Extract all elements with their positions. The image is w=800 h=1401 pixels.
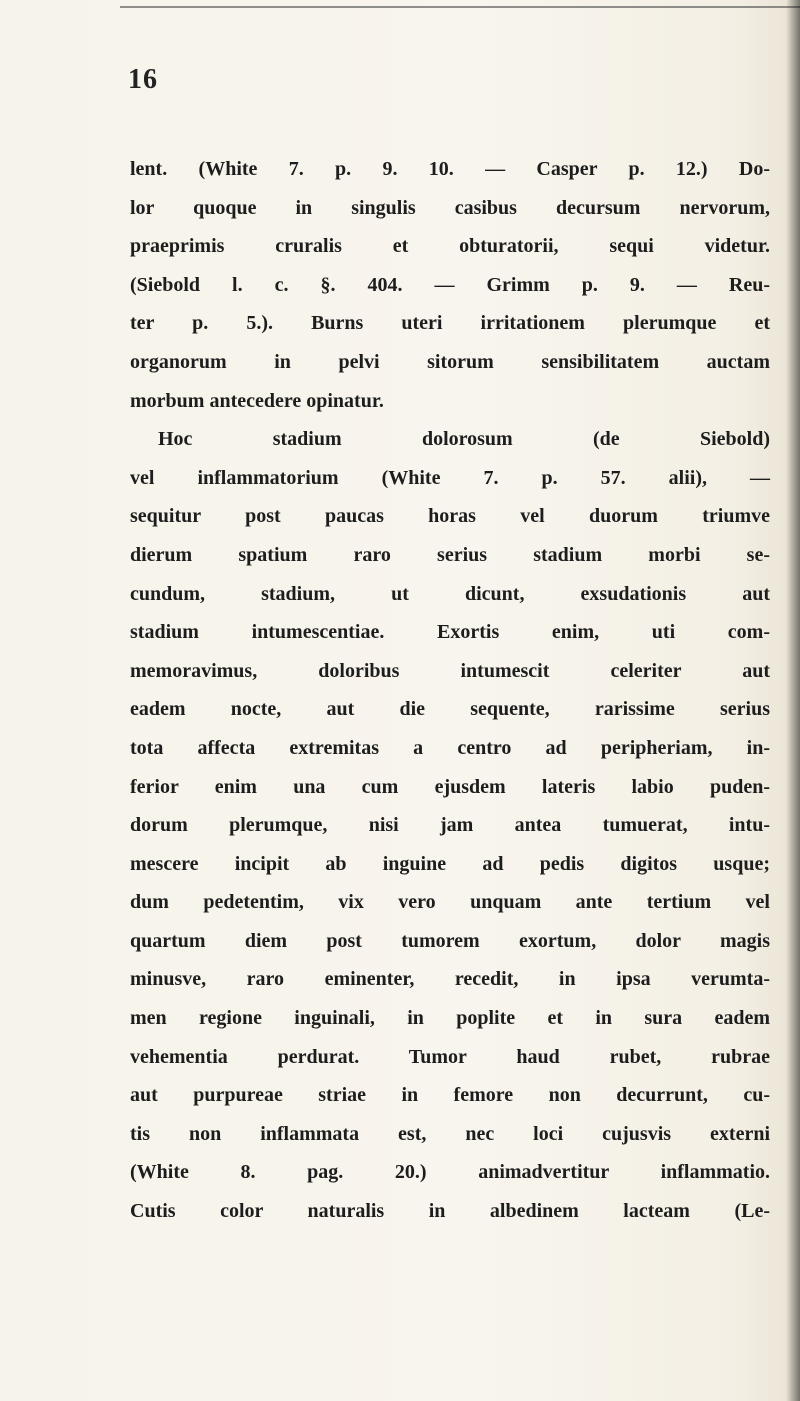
text-line: (White 8. pag. 20.) animadvertitur inflammatio.	[130, 1161, 770, 1184]
text-line: memoravimus, doloribus intumescit celeriter aut	[130, 659, 770, 682]
text-line: cundum, stadium, ut dicunt, exsudationis aut	[130, 582, 770, 605]
text-line: mescere incipit ab inguine ad pedis digitos usque;	[130, 852, 770, 875]
text-line: aut purpureae striae in femore non decurrunt, cu-	[130, 1084, 770, 1107]
text-line: (Siebold l. c. §. 404. — Grimm p. 9. — Reu-	[130, 273, 770, 296]
text-line: dierum spatium raro serius stadium morbi se-	[130, 543, 770, 566]
page-edge-shadow	[786, 0, 800, 1401]
text-line: organorum in pelvi sitorum sensibilitatem auctam	[130, 350, 770, 373]
text-line: lor quoque in singulis casibus decursum nervorum,	[130, 196, 770, 219]
text-line: lent. (White 7. p. 9. 10. — Casper p. 12.) Do-	[130, 158, 770, 180]
text-line: Hoc stadium dolorosum (de Siebold)	[158, 428, 770, 451]
text-line: tis non inflammata est, nec loci cujusvis externi	[130, 1122, 770, 1145]
text-line: ter p. 5.). Burns uteri irritationem plerumque et	[130, 312, 770, 335]
text-line: sequitur post paucas horas vel duorum triumve	[130, 505, 770, 528]
text-line: eadem nocte, aut die sequente, rarissime serius	[130, 698, 770, 721]
text-line: vel inflammatorium (White 7. p. 57. alii), —	[130, 466, 770, 489]
text-line: dum pedetentim, vix vero unquam ante tertium vel	[130, 891, 770, 914]
text-line: ferior enim una cum ejusdem lateris labio puden-	[130, 775, 770, 798]
text-line: Cutis color naturalis in albedinem lacteam (Le-	[130, 1200, 770, 1223]
page-number: 16	[128, 64, 158, 95]
text-line: minusve, raro eminenter, recedit, in ipsa verumta-	[130, 968, 770, 991]
text-line: men regione inguinali, in poplite et in sura eadem	[130, 1007, 770, 1030]
text-line: tota affecta extremitas a centro ad peripheriam, in-	[130, 736, 770, 759]
text-line: praeprimis cruralis et obturatorii, sequi videtur.	[130, 235, 770, 258]
text-line: stadium intumescentiae. Exortis enim, uti com-	[130, 621, 770, 644]
text-line: vehementia perdurat. Tumor haud rubet, rubrae	[130, 1045, 770, 1068]
text-line: quartum diem post tumorem exortum, dolor magis	[130, 929, 770, 952]
text-line: morbum antecedere opinatur.	[130, 389, 384, 412]
body-text	[130, 150, 770, 1231]
top-rule	[120, 6, 800, 8]
text-line: dorum plerumque, nisi jam antea tumuerat, intu-	[130, 814, 770, 837]
